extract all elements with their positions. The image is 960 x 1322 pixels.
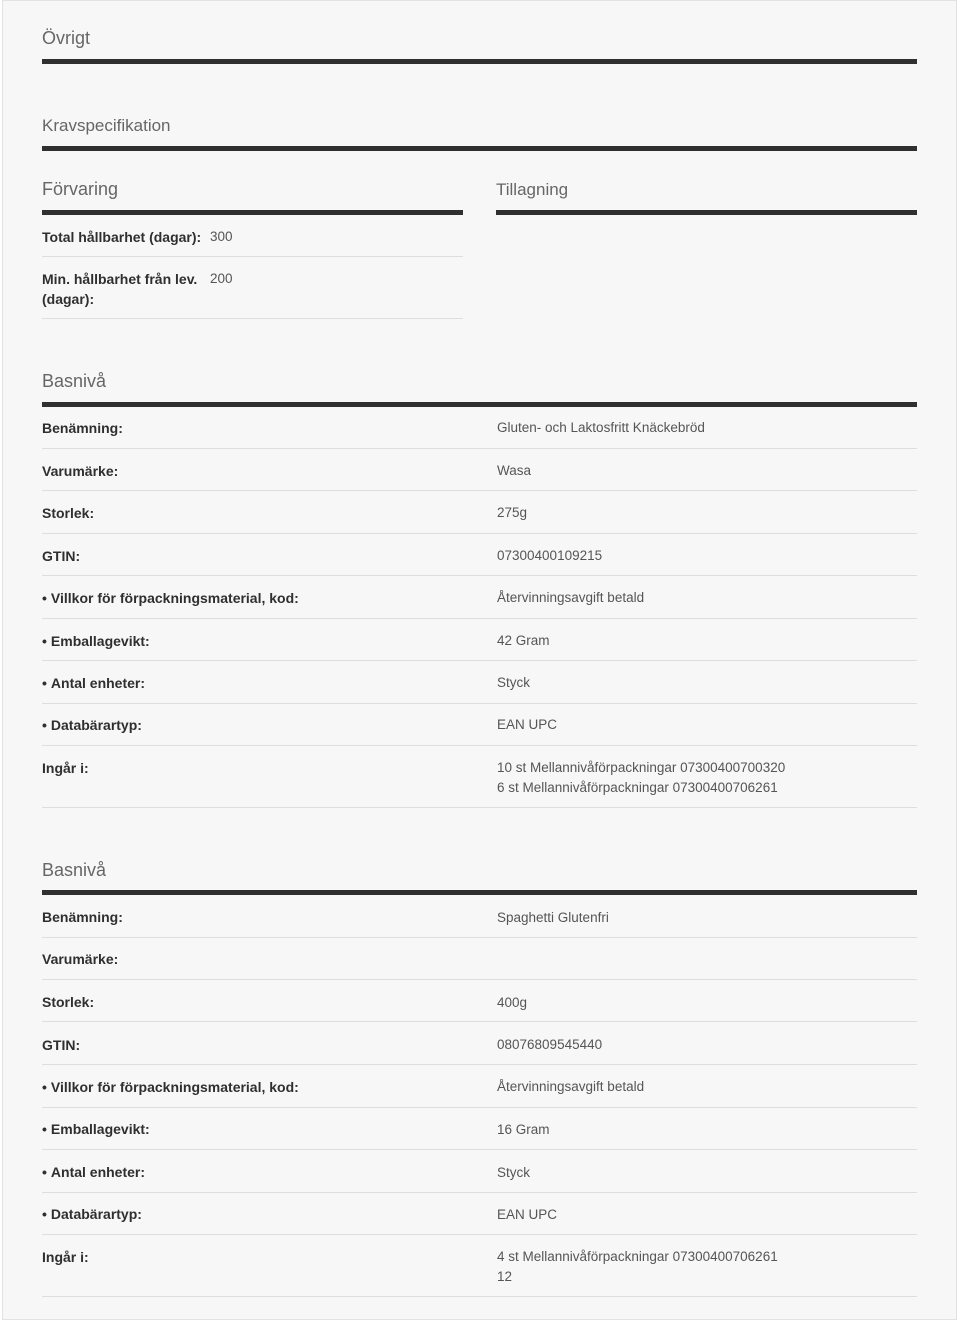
field-value-ingar-i-line1: 10 st Mellannivåförpackningar 07300400700320 xyxy=(497,760,786,775)
field-label-emballagevikt: • Emballagevikt: xyxy=(42,1119,150,1139)
row-divider xyxy=(42,745,917,746)
field-label-min-hallbarhet-line2: (dagar): xyxy=(42,291,95,307)
field-value-gtin: 07300400109215 xyxy=(497,548,603,563)
row-divider xyxy=(42,1064,917,1065)
field-label-benamning: Benämning: xyxy=(42,909,123,925)
field-value-varumarke: Wasa xyxy=(497,463,532,478)
field-value-storlek: 400g xyxy=(497,995,528,1010)
field-label-storlek: Storlek: xyxy=(42,505,95,521)
row-divider xyxy=(42,660,917,661)
row-divider xyxy=(42,1021,917,1022)
section-title-tillagning: Tillagning xyxy=(496,180,569,199)
field-label-villkor: • Villkor för förpackningsmaterial, kod: xyxy=(42,588,299,608)
field-label-ingar-i: Ingår i: xyxy=(42,1249,89,1265)
field-label-varumarke: Varumärke: xyxy=(42,951,119,967)
row-divider xyxy=(42,1296,917,1297)
section-rule xyxy=(42,59,917,64)
section-rule xyxy=(42,890,917,895)
field-value-antal-enheter: Styck xyxy=(497,675,531,690)
row-divider xyxy=(42,575,917,576)
field-value-ingar-i-line2: 6 st Mellannivåförpackningar 07300400706261 xyxy=(497,780,778,795)
field-label-emballagevikt: • Emballagevikt: xyxy=(42,631,150,651)
field-label-gtin: GTIN: xyxy=(42,548,81,564)
field-value-villkor: Återvinningsavgift betald xyxy=(497,590,645,605)
section-title-basniva: Basnivå xyxy=(42,860,107,880)
field-label-varumarke: Varumärke: xyxy=(42,463,119,479)
field-value-villkor: Återvinningsavgift betald xyxy=(497,1079,645,1094)
field-label-min-hallbarhet: Min. hållbarhet från lev. xyxy=(42,271,198,287)
row-divider xyxy=(42,256,463,257)
field-value-gtin: 08076809545440 xyxy=(497,1037,603,1052)
field-value-databarartyp: EAN UPC xyxy=(497,717,558,732)
field-value-benamning: Gluten- och Laktosfritt Knäckebröd xyxy=(497,420,705,435)
row-divider xyxy=(42,979,917,980)
field-label-antal-enheter: • Antal enheter: xyxy=(42,1162,145,1182)
section-title-ovrigt: Övrigt xyxy=(42,28,91,48)
section-title-basniva: Basnivå xyxy=(42,371,107,391)
row-divider xyxy=(42,490,917,491)
field-label-antal-enheter: • Antal enheter: xyxy=(42,673,145,693)
field-value-total-hallbarhet: 300 xyxy=(210,229,233,244)
section-rule xyxy=(42,402,917,407)
row-divider xyxy=(42,1107,917,1108)
row-divider xyxy=(42,807,917,808)
field-label-storlek: Storlek: xyxy=(42,994,95,1010)
row-divider xyxy=(42,1234,917,1235)
row-divider xyxy=(42,448,917,449)
row-divider xyxy=(42,937,917,938)
field-label-total-hallbarhet: Total hållbarhet (dagar): xyxy=(42,229,202,245)
row-divider xyxy=(42,1149,917,1150)
field-label-databarartyp: • Databärartyp: xyxy=(42,1204,142,1224)
section-rule xyxy=(42,146,917,151)
field-value-antal-enheter: Styck xyxy=(497,1165,531,1180)
field-value-min-hallbarhet: 200 xyxy=(210,271,233,286)
row-divider xyxy=(42,1192,917,1193)
field-value-databarartyp: EAN UPC xyxy=(497,1207,558,1222)
field-label-ingar-i: Ingår i: xyxy=(42,760,89,776)
field-label-benamning: Benämning: xyxy=(42,420,123,436)
row-divider xyxy=(42,703,917,704)
section-title-forvaring: Förvaring xyxy=(42,179,119,199)
row-divider xyxy=(42,318,463,319)
row-divider xyxy=(42,618,917,619)
field-label-gtin: GTIN: xyxy=(42,1037,81,1053)
field-value-ingar-i-line1: 4 st Mellannivåförpackningar 07300400706261 xyxy=(497,1249,778,1264)
field-label-villkor: • Villkor för förpackningsmaterial, kod: xyxy=(42,1077,299,1097)
field-value-emballagevikt: 16 Gram xyxy=(497,1122,550,1137)
section-title-kravspecifikation: Kravspecifikation xyxy=(42,116,171,135)
field-label-databarartyp: • Databärartyp: xyxy=(42,715,142,735)
field-value-emballagevikt: 42 Gram xyxy=(497,633,550,648)
section-rule xyxy=(42,210,463,215)
section-rule xyxy=(496,210,917,215)
row-divider xyxy=(42,533,917,534)
field-value-storlek: 275g xyxy=(497,505,528,520)
field-value-ingar-i-line2: 12 xyxy=(497,1269,513,1284)
field-value-benamning: Spaghetti Glutenfri xyxy=(497,910,609,925)
